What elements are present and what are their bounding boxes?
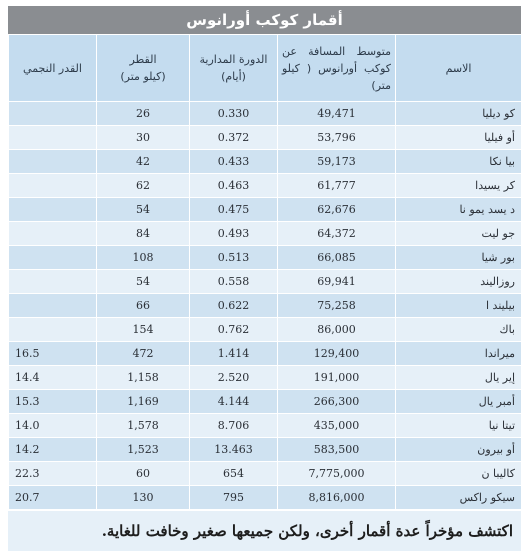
table-row [9,366,522,390]
cell-distance: 69,941 [278,270,396,294]
cell-period: 0.330 [190,102,278,126]
cell-distance: 7,775,000 [278,462,396,486]
table-row [9,246,522,270]
cell-distance: 59,173 [278,150,396,174]
cell-distance: 266,300 [278,390,396,414]
table-row [9,150,522,174]
cell-period: 0.372 [190,126,278,150]
cell-diameter: 1,158 [97,366,190,390]
cell-period: 654 [190,462,278,486]
header-magnitude: القدر النجمي [9,35,97,102]
table-row [9,222,522,246]
cell-period: 0.558 [190,270,278,294]
table-row [9,102,522,126]
cell-diameter: 472 [97,342,190,366]
table-row [9,462,522,486]
cell-magnitude [9,270,97,294]
cell-name: بيا نكا [396,150,522,174]
cell-name: إير يال [396,366,522,390]
header-diameter-label: القطر [129,53,157,66]
cell-period: 0.433 [190,150,278,174]
table-row [9,414,522,438]
cell-distance: 66,085 [278,246,396,270]
cell-name: أو بيرون [396,438,522,462]
cell-distance: 49,471 [278,102,396,126]
cell-name: ميراندا [396,342,522,366]
cell-distance: 86,000 [278,318,396,342]
cell-magnitude: 15.3 [9,390,97,414]
table-body [9,102,522,510]
cell-name: روزاليند [396,270,522,294]
cell-distance: 62,676 [278,198,396,222]
table-row [9,486,522,510]
cell-diameter: 84 [97,222,190,246]
cell-diameter: 1,169 [97,390,190,414]
cell-name: أو فيليا [396,126,522,150]
cell-period: 13.463 [190,438,278,462]
cell-magnitude [9,198,97,222]
cell-magnitude: 14.2 [9,438,97,462]
table-row [9,174,522,198]
cell-name: جو ليت [396,222,522,246]
cell-diameter: 30 [97,126,190,150]
moons-table [8,34,522,510]
header-row [9,35,522,102]
cell-magnitude [9,294,97,318]
cell-diameter: 54 [97,270,190,294]
table-row [9,198,522,222]
cell-magnitude [9,126,97,150]
header-name: الاسم [396,35,522,102]
cell-diameter: 108 [97,246,190,270]
cell-magnitude: 14.4 [9,366,97,390]
cell-period: 0.463 [190,174,278,198]
cell-diameter: 154 [97,318,190,342]
cell-diameter: 60 [97,462,190,486]
table-row [9,438,522,462]
cell-distance: 53,796 [278,126,396,150]
cell-period: 0.493 [190,222,278,246]
cell-magnitude: 22.3 [9,462,97,486]
cell-period: 2.520 [190,366,278,390]
cell-name: كو ديليا [396,102,522,126]
cell-period: 4.144 [190,390,278,414]
cell-magnitude [9,102,97,126]
cell-distance: 64,372 [278,222,396,246]
cell-period: 0.513 [190,246,278,270]
cell-magnitude [9,150,97,174]
cell-distance: 75,258 [278,294,396,318]
table-row [9,390,522,414]
cell-distance: 435,000 [278,414,396,438]
header-period-label: الدورة المدارية [199,53,268,66]
cell-diameter: 130 [97,486,190,510]
cell-period: 0.622 [190,294,278,318]
cell-name: تيتا نيا [396,414,522,438]
cell-magnitude: 14.0 [9,414,97,438]
cell-name: كاليبا ن [396,462,522,486]
cell-distance: 129,400 [278,342,396,366]
cell-diameter: 66 [97,294,190,318]
header-distance: متوسط المسافة عن كوكب أورانوس ( كيلو متر) [278,35,396,102]
cell-magnitude [9,174,97,198]
table-row [9,270,522,294]
cell-distance: 191,000 [278,366,396,390]
cell-magnitude [9,222,97,246]
cell-name: سيكو راكس [396,486,522,510]
cell-name: بور شيا [396,246,522,270]
cell-period: 8.706 [190,414,278,438]
header-diameter [97,35,190,102]
cell-diameter: 1,523 [97,438,190,462]
table-title: أقمار كوكب أورانوس [8,6,521,34]
cell-distance: 8,816,000 [278,486,396,510]
cell-diameter: 62 [97,174,190,198]
cell-magnitude [9,318,97,342]
cell-name: أمبر يال [396,390,522,414]
cell-magnitude: 20.7 [9,486,97,510]
cell-name: باك [396,318,522,342]
table-row [9,318,522,342]
header-diameter-unit: (كيلو متر) [120,70,166,83]
cell-distance: 61,777 [278,174,396,198]
cell-name: كر يسيدا [396,174,522,198]
cell-magnitude [9,246,97,270]
cell-period: 0.475 [190,198,278,222]
cell-distance: 583,500 [278,438,396,462]
table-row [9,294,522,318]
cell-diameter: 26 [97,102,190,126]
cell-diameter: 54 [97,198,190,222]
cell-period: 0.762 [190,318,278,342]
cell-magnitude: 16.5 [9,342,97,366]
cell-name: د يسد يمو نا [396,198,522,222]
cell-period: 1.414 [190,342,278,366]
header-period-unit: (أيام) [221,70,246,83]
table-row [9,126,522,150]
cell-diameter: 42 [97,150,190,174]
cell-period: 795 [190,486,278,510]
footnote: اكتشف مؤخراً عدة أقمار أخرى، ولكن جميعها صغير وخافت للغاية. [8,511,521,551]
table-row [9,342,522,366]
cell-name: بيليند ا [396,294,522,318]
cell-diameter: 1,578 [97,414,190,438]
header-period [190,35,278,102]
